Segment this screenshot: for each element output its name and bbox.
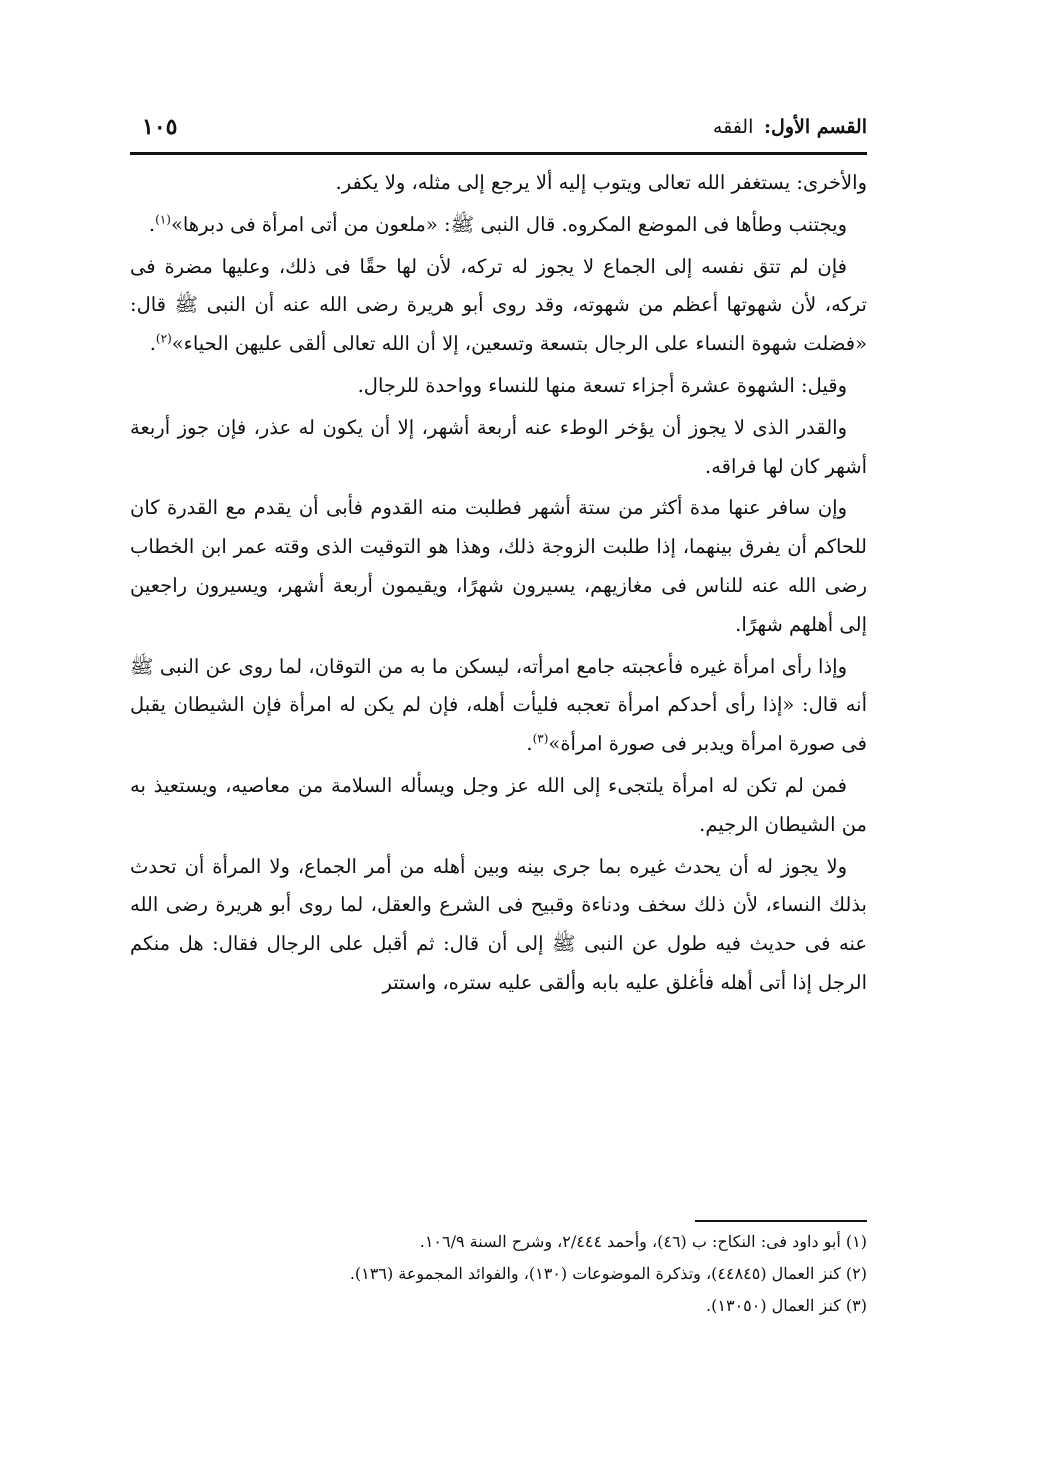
paragraph-7: وإذا رأى امرأة غيره فأعجبته جامع امرأته، ليسكن ما به من التوقان، لما روى عن النبى ﷺ أنه قال: «إذا رأى أحدكم امرأة تعجبه فليأت أهله، فإن لم يكن له امرأة فإن الشيطان يقبل فى صورة امرأة ويدبر فى صورة امرأة»$^{(٣)}$.: [130, 654, 867, 756]
footnote-ref-3: (٣): [532, 731, 549, 746]
footnote-3: (٣) كنز العمال (١٣٠٥٠).: [706, 1296, 867, 1315]
paragraph-3: فإن لم تتق نفسه إلى الجماع لا يجوز له تركه، لأن لها حقًا فى ذلك، وعليها مضرة فى تركه، لأن شهوتها أعظم من شهوته، وقد روى أبو هريرة رضى الله عنه أن النبى ﷺ قال: «فضلت شهوة النساء على الرجال بتسعة وتسعين، إلا أن الله تعالى ألقى عليهن الحياء»$^{(٢)}$.: [130, 254, 867, 356]
page-number: ١٠٥: [142, 114, 178, 140]
footnote-divider: [695, 1220, 867, 1222]
footnote-1: (١) أبو داود فى: النكاح: ب (٤٦)، وأحمد ٢/٤٤٤، وشرح السنة ١٠٦/٩.: [419, 1232, 867, 1251]
paragraph-8: فمن لم تكن له امرأة يلتجىء إلى الله عز وجل ويسأله السلامة من معاصيه، ويستعيذ به من الشيطان الرجيم.: [130, 773, 867, 836]
subject-label: الفقه: [712, 116, 754, 138]
section-title: [713, 116, 867, 138]
main-text: [130, 164, 867, 1003]
running-header: [130, 112, 867, 148]
paragraph-4: وقيل: الشهوة عشرة أجزاء تسعة منها للنساء وواحدة للرجال.: [357, 373, 847, 397]
paragraph-5: والقدر الذى لا يجوز أن يؤخر الوطء عنه أربعة أشهر، إلا أن يكون له عذر، فإن جوز أربعة أشهر كان لها فراقه.: [130, 415, 867, 478]
section-label: القسم الأول:: [764, 116, 867, 138]
header-divider: [130, 152, 867, 155]
paragraph-1: والأخرى: يستغفر الله تعالى ويتوب إليه ألا يرجع إلى مثله، ولا يكفر.: [335, 171, 867, 194]
footnote-ref-1: (١): [155, 212, 171, 227]
footnote-ref-2: (٢): [155, 331, 172, 346]
footnote-2: (٢) كنز العمال (٤٤٨٤٥)، وتذكرة الموضوعات (١٣٠)، والفوائد المجموعة (١٣٦).: [349, 1264, 867, 1283]
paragraph-9: ولا يجوز له أن يحدث غيره بما جرى بينه وبين أهله من أمر الجماع، ولا المرأة أن تحدث بذلك النساء، لأن ذلك سخف ودناءة وقبيح فى الشرع والعقل، لما روى أبو هريرة رضى الله عنه فى حديث فيه طول عن النبى ﷺ إلى أن قال: ثم أقبل على الرجال فقال: هل منكم الرجل إذا أتى أهله فأغلق عليه بابه وألقى عليه ستره، واستتر: [130, 854, 867, 994]
footnotes: [130, 1226, 867, 1322]
paragraph-2: ويجتنب وطأها فى الموضع المكروه. قال النبى ﷺ: «ملعون من أتى امرأة فى دبرها»$^{(١)}$.: [148, 212, 847, 236]
paragraph-6: وإن سافر عنها مدة أكثر من ستة أشهر فطلبت منه القدوم فأبى أن يقدم مع القدرة كان للحاكم أن يفرق بينهما، إذا طلبت الزوجة ذلك، وهذا هو التوقيت الذى وقته عمر ابن الخطاب رضى الله عنه للناس فى مغازيهم، يسيرون شهرًا، ويقيمون أربعة أشهر، ويسيرون راجعين إلى أهلهم شهرًا.: [130, 496, 867, 636]
